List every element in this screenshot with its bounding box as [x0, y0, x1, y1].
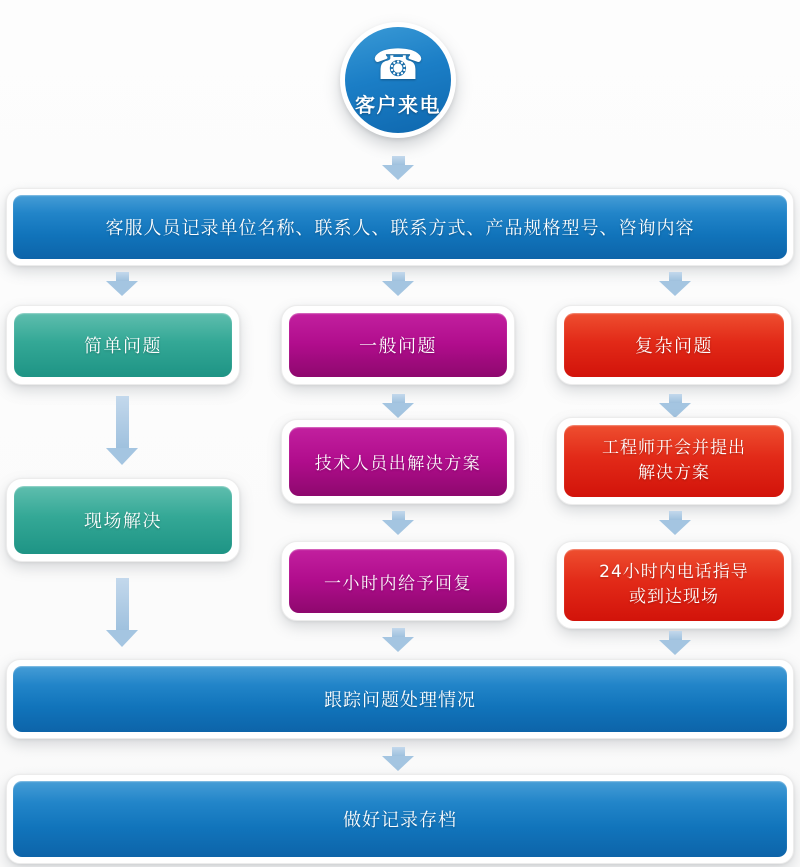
arrow-head — [659, 520, 691, 535]
tech-solution-box — [281, 419, 515, 504]
arrow-stem — [116, 272, 129, 281]
reply-one-hour-label: 一小时内给予回复 — [289, 549, 507, 613]
arrow-stem — [392, 628, 405, 637]
down-arrow — [106, 396, 138, 465]
start-node-circle — [345, 27, 451, 133]
down-arrow — [382, 156, 414, 180]
arrow-head — [382, 165, 414, 180]
archive-banner — [6, 774, 794, 864]
arrow-stem — [669, 272, 682, 281]
archive-banner-label: 做好记录存档 — [13, 781, 787, 857]
arrow-head — [382, 403, 414, 418]
tech-solution-label: 技术人员出解决方案 — [289, 427, 507, 496]
complex-problem-label: 复杂问题 — [564, 313, 784, 377]
down-arrow — [659, 394, 691, 418]
down-arrow — [659, 511, 691, 535]
phone-guidance-label-line2: 或到达现场 — [629, 587, 719, 607]
down-arrow — [382, 394, 414, 418]
engineer-meeting-label-line1: 工程师开会并提出 — [602, 438, 746, 458]
arrow-head — [106, 448, 138, 465]
simple-problem-box — [6, 305, 240, 385]
arrow-stem — [392, 394, 405, 403]
down-arrow — [659, 631, 691, 655]
arrow-stem — [392, 272, 405, 281]
phone-guidance-box — [556, 541, 792, 629]
arrow-stem — [116, 396, 129, 448]
down-arrow — [382, 747, 414, 771]
track-banner-label: 跟踪问题处理情况 — [13, 666, 787, 732]
general-problem-label: 一般问题 — [289, 313, 507, 377]
telephone-icon: ☎ — [371, 40, 425, 89]
phone-guidance-label-line1: 24小时内电话指导 — [599, 562, 749, 582]
arrow-head — [382, 637, 414, 652]
general-problem-box — [281, 305, 515, 385]
arrow-head — [659, 281, 691, 296]
arrow-stem — [392, 747, 405, 756]
engineer-meeting-label-line2: 解决方案 — [638, 463, 710, 483]
arrow-head — [106, 630, 138, 647]
arrow-head — [659, 403, 691, 418]
arrow-stem — [392, 156, 405, 165]
down-arrow — [382, 272, 414, 296]
engineer-meeting-box — [556, 417, 792, 505]
arrow-stem — [392, 511, 405, 520]
reply-one-hour-box — [281, 541, 515, 621]
onsite-solution-label: 现场解决 — [14, 486, 232, 554]
onsite-solution-box — [6, 478, 240, 562]
arrow-head — [382, 281, 414, 296]
down-arrow — [106, 578, 138, 647]
record-banner-label: 客服人员记录单位名称、联系人、联系方式、产品规格型号、咨询内容 — [13, 195, 787, 259]
complex-problem-box — [556, 305, 792, 385]
start-node — [340, 22, 456, 138]
arrow-head — [106, 281, 138, 296]
arrow-stem — [669, 511, 682, 520]
arrow-head — [382, 756, 414, 771]
arrow-head — [382, 520, 414, 535]
down-arrow — [382, 628, 414, 652]
down-arrow — [382, 511, 414, 535]
track-banner — [6, 659, 794, 739]
arrow-stem — [116, 578, 129, 630]
arrow-stem — [669, 394, 682, 403]
simple-problem-label: 简单问题 — [14, 313, 232, 377]
down-arrow — [659, 272, 691, 296]
arrow-stem — [669, 631, 682, 640]
start-node-label: 客户来电 — [355, 93, 441, 117]
record-banner — [6, 188, 794, 266]
down-arrow — [106, 272, 138, 296]
arrow-head — [659, 640, 691, 655]
